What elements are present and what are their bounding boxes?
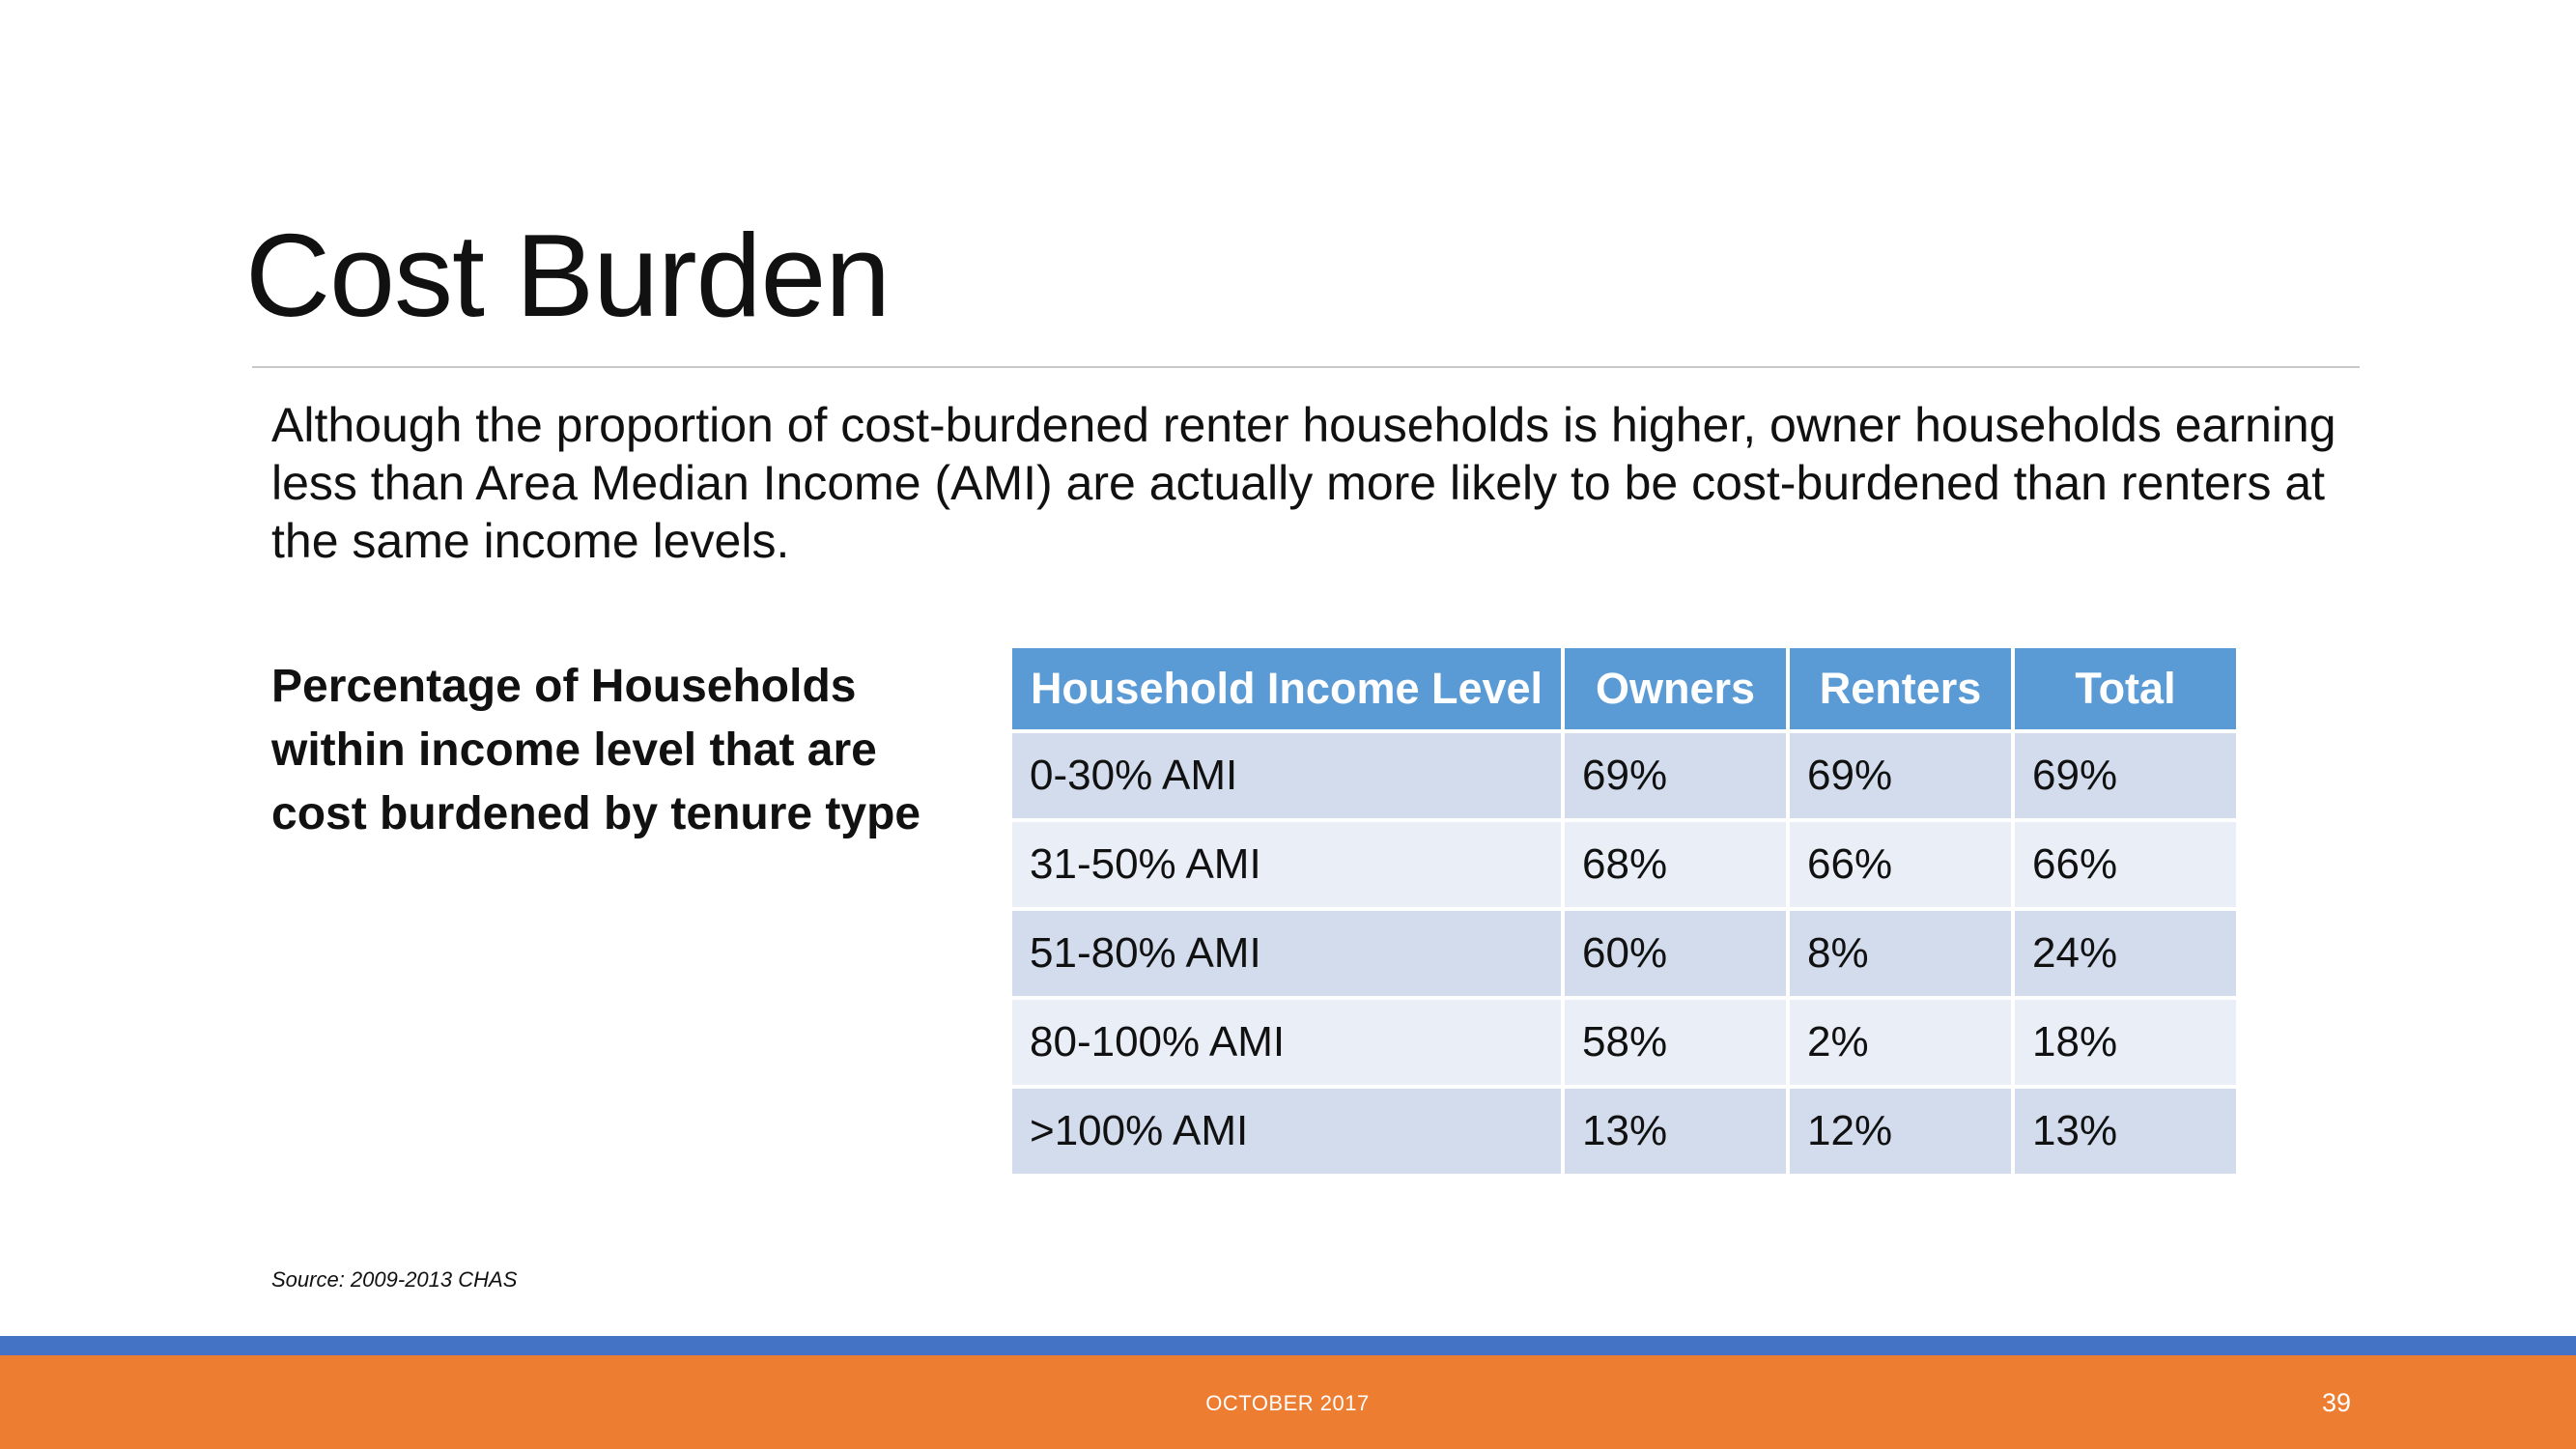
cell-owners: 60% <box>1565 911 1786 996</box>
cell-income-level: 51-80% AMI <box>1012 911 1561 996</box>
cell-total: 24% <box>2015 911 2236 996</box>
cell-renters: 2% <box>1790 1000 2011 1085</box>
footer-blue-band <box>0 1336 2576 1355</box>
source-note: Source: 2009-2013 CHAS <box>271 1267 518 1292</box>
table-row <box>1012 822 2236 907</box>
cell-owners: 13% <box>1565 1089 1786 1174</box>
cell-income-level: 31-50% AMI <box>1012 822 1561 907</box>
cell-total: 13% <box>2015 1089 2236 1174</box>
cell-owners: 68% <box>1565 822 1786 907</box>
table-caption: Percentage of Households within income level that are cost burdened by tenure type <box>271 661 921 839</box>
page-number: 39 <box>2321 1388 2351 1417</box>
cell-total: 69% <box>2015 733 2236 818</box>
intro-paragraph: Although the proportion of cost-burdened renter households is higher, owner households earning less than Area Median Income (AMI) are actually more likely to be cost-burdened than renters at the same income levels. <box>271 398 2336 568</box>
cell-income-level: 0-30% AMI <box>1012 733 1561 818</box>
cell-renters: 69% <box>1790 733 2011 818</box>
footer-date: OCTOBER 2017 <box>1205 1391 1370 1415</box>
cost-burden-table <box>1008 644 2240 1178</box>
header-income-level: Household Income Level <box>1012 648 1561 729</box>
header-owners: Owners <box>1565 648 1786 729</box>
table-row <box>1012 733 2236 818</box>
cell-income-level: 80-100% AMI <box>1012 1000 1561 1085</box>
cell-owners: 58% <box>1565 1000 1786 1085</box>
cell-total: 66% <box>2015 822 2236 907</box>
table-row <box>1012 1000 2236 1085</box>
table-row <box>1012 1089 2236 1174</box>
header-renters: Renters <box>1790 648 2011 729</box>
table-row <box>1012 911 2236 996</box>
cell-owners: 69% <box>1565 733 1786 818</box>
cell-renters: 66% <box>1790 822 2011 907</box>
cell-total: 18% <box>2015 1000 2236 1085</box>
slide-title: Cost Burden <box>245 210 891 341</box>
title-divider <box>252 366 2360 368</box>
cell-income-level: >100% AMI <box>1012 1089 1561 1174</box>
header-total: Total <box>2015 648 2236 729</box>
cell-renters: 8% <box>1790 911 2011 996</box>
cell-renters: 12% <box>1790 1089 2011 1174</box>
table-header-row <box>1012 648 2236 729</box>
